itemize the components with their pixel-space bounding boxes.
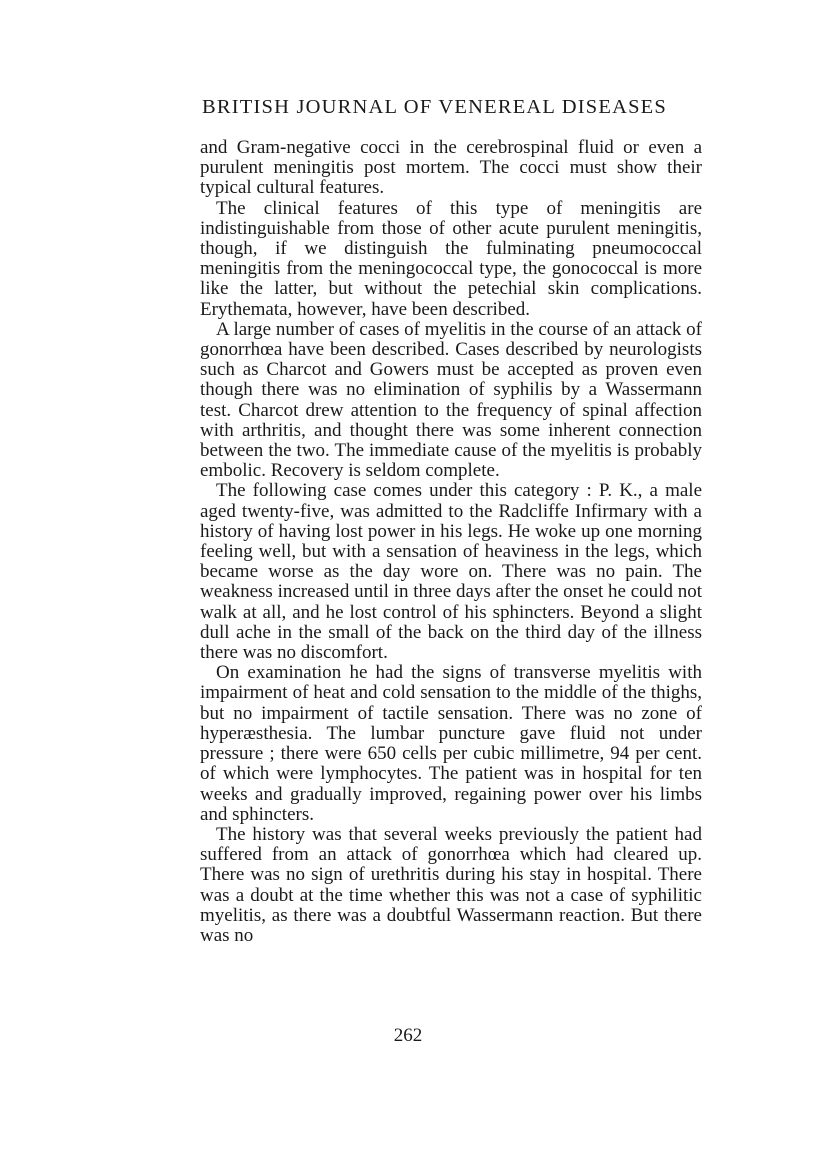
paragraph-history: The history was that several weeks previously the patient had suffered from an attack of gonorrhœa which had cleared up. There was no sign of urethritis during his stay in hospital. There was a doubt at the time whether this was not a case of syphilitic myelitis, as there was a doubtful Wassermann reaction. But there was no <box>200 823 702 946</box>
paragraph-myelitis-cases: A large number of cases of myelitis in the course of an attack of gonorrhœa have been described. Cases described by neurologists such as Charcot and Gowers must be accepted as proven even though there was no elimination of syphilis by a Wassermann test. Charcot drew attention to the frequency of spinal affection with arthritis, and thought there was some inherent connection between the two. The immediate cause of the myelitis is probably embolic. Recovery is seldom complete. <box>200 318 702 482</box>
paragraph-clinical-features: The clinical features of this type of meningitis are indistinguishable from those of other acute purulent meningitis, though, if we distinguish the fulminating pneumococcal meningitis from the meningococcal type, the gonococcal is more like the latter, but without the petechial skin complications. Erythemata, however, have been described. <box>200 197 702 320</box>
paragraph-examination: On examination he had the signs of transverse myelitis with impairment of heat and cold sensation to the middle of the thighs, but no impairment of tactile sensation. There was no zone of hyperæsthesia. The lumbar puncture gave fluid not under pressure ; there were 650 cells per cubic millimetre, 94 per cent. of which were lymphocytes. The patient was in hospital for ten weeks and gradually improved, regaining power over his limbs and sphincters. <box>200 662 702 825</box>
running-head: BRITISH JOURNAL OF VENEREAL DISEASES <box>202 96 667 118</box>
article-body <box>200 138 702 946</box>
paragraph-case-report: The following case comes under this category : P. K., a male aged twenty-five, was admitted to the Radcliffe Infirmary with a history of having lost power in his legs. He woke up one morning feeling well, but with a sensation of heaviness in the legs, which became worse as the day wore on. There was no pain. The weakness increased until in three days after the onset he could not walk at all, and he lost control of his sphincters. Beyond a slight dull ache in the small of the back on the third day of the illness there was no discomfort. <box>200 480 702 664</box>
page-number: 262 <box>393 1025 423 1046</box>
paragraph-continuation: and Gram-negative cocci in the cerebrospinal fluid or even a purulent meningitis post mortem. The cocci must show their typical cultural features. <box>200 137 702 199</box>
